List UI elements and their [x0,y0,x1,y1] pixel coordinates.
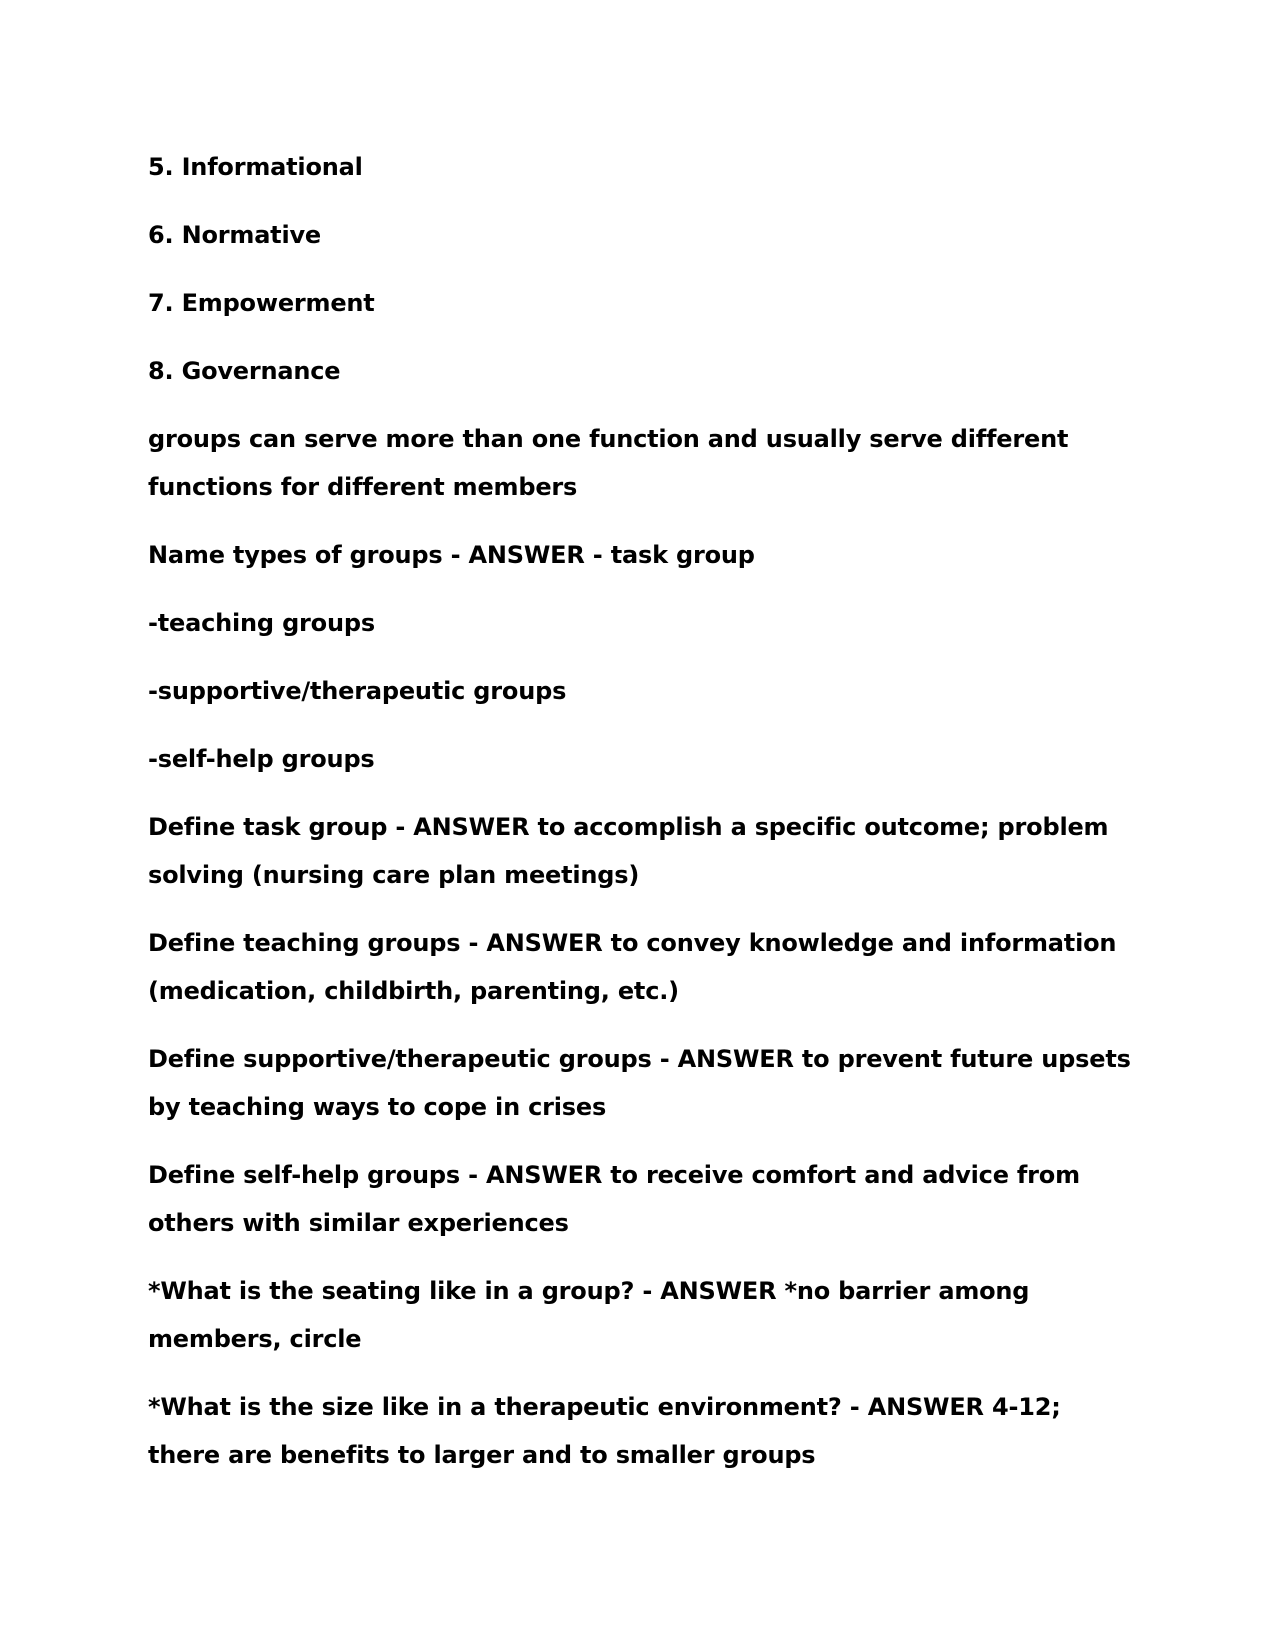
group-type-teaching: -teaching groups [148,609,375,637]
define-supportive-groups: Define supportive/therapeutic groups - ANSWER to prevent future upsets by teaching ways to cope in crises [148,1045,1131,1121]
size-question: *What is the size like in a therapeutic environment? - ANSWER 4-12; there are benefits to larger and to smaller groups [148,1393,1061,1469]
define-self-help-groups: Define self-help groups - ANSWER to receive comfort and advice from others with similar experiences [148,1161,1080,1237]
list-item-informational: 5. Informational [148,153,363,181]
define-task-group: Define task group - ANSWER to accomplish a specific outcome; problem solving (nursing care plan meetings) [148,813,1109,889]
list-item-empowerment: 7. Empowerment [148,289,375,317]
groups-function-note: groups can serve more than one function and usually serve different functions for different members [148,425,1069,501]
document-body [148,143,1138,1499]
group-type-supportive: -supportive/therapeutic groups [148,677,567,705]
list-item-governance: 8. Governance [148,357,341,385]
types-of-groups-question: Name types of groups - ANSWER - task group [148,541,755,569]
seating-question: *What is the seating like in a group? - ANSWER *no barrier among members, circle [148,1277,1030,1353]
group-type-self-help: -self-help groups [148,745,375,773]
list-item-normative: 6. Normative [148,221,322,249]
define-teaching-groups: Define teaching groups - ANSWER to convey knowledge and information (medication, childbirth, parenting, etc.) [148,929,1117,1005]
